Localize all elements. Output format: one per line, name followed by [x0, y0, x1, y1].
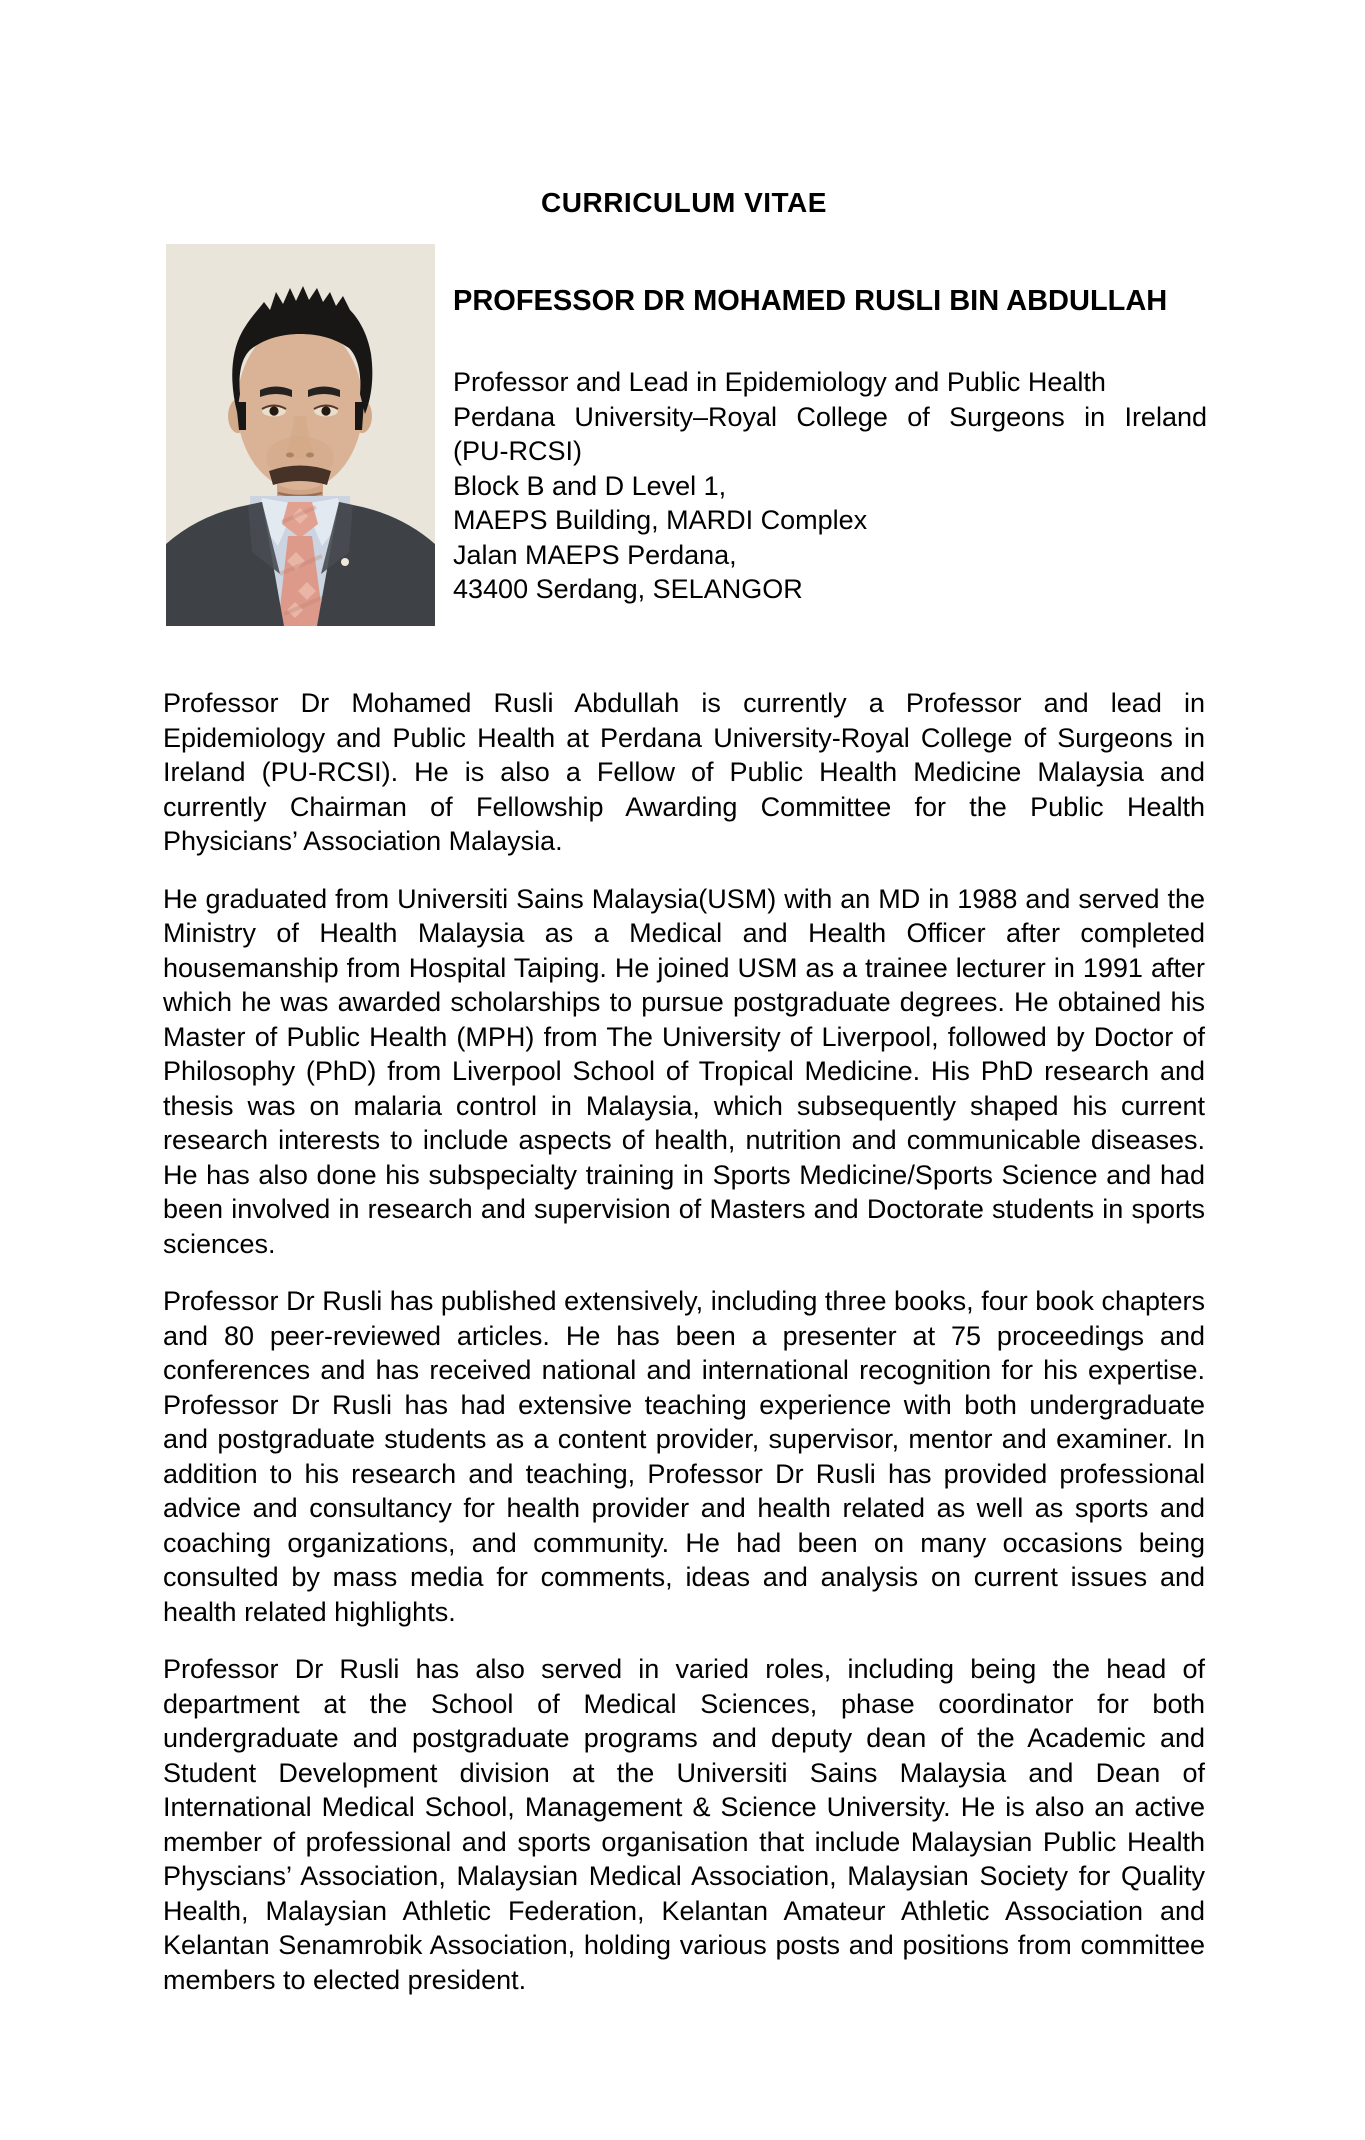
position-line: Professor and Lead in Epidemiology and Public Health [453, 367, 1106, 397]
face-shape [237, 322, 363, 490]
portrait-photo [166, 244, 435, 626]
person-name: PROFESSOR DR MOHAMED RUSLI BIN ABDULLAH [453, 285, 1168, 317]
bio-paragraph-4: Professor Dr Rusli has also served in varied roles, including being the head of department at the School of Medical Sciences, phase coordinator for both undergraduate and postgraduate programs and deputy dean of the Academic and Student Development division at the Universiti Sains Malaysia and Dean of International Medical School, Management & Science University. He is also an active member of professional and sports organisation that include Malaysian Public Health Physcians’ Association, Malaysian Medical Association, Malaysian Society for Quality Health, Malaysian Athletic Federation, Kelantan Amateur Athletic Association and Kelantan Senamrobik Association, holding various posts and positions from committee members to elected president. [163, 1654, 1205, 1995]
profile-header [166, 244, 1206, 626]
profile-info [453, 284, 1207, 607]
address-line-2: MAEPS Building, MARDI Complex [453, 505, 868, 535]
address-line-1: Block B and D Level 1, [453, 470, 727, 501]
contact-block [453, 365, 1207, 607]
bio-paragraph-2: He graduated from Universiti Sains Malaysia(USM) with an MD in 1988 and served the Ministry of Health Malaysia as a Medical and Health Officer after completed housemanship from Hospital Taiping. He joined USM as a trainee lecturer in 1991 after which he was awarded scholarships to pursue postgraduate degrees. He obtained his Master of Public Health (MPH) from The University of Liverpool, followed by Doctor of Philosophy (PhD) from Liverpool School of Tropical Medicine. His PhD research and thesis was on malaria control in Malaysia, which subsequently shaped his current research interests to include aspects of health, nutrition and communicable diseases. He has also done his subspecialty training in Sports Medicine/Sports Science and had been involved in research and supervision of Masters and Doctorate students in sports sciences. [163, 883, 1205, 1259]
biography-section [163, 686, 1205, 1997]
address-line-4: 43400 Serdang, SELANGOR [453, 574, 803, 604]
bio-paragraph-3: Professor Dr Rusli has published extensively, including three books, four book chapters and 80 peer-reviewed articles. He has been a presenter at 75 proceedings and conferences and has received national and international recognition for his expertise. Professor Dr Rusli has had extensive teaching experience with both undergraduate and postgraduate students as a content provider, supervisor, mentor and examiner. In addition to his research and teaching, Professor Dr Rusli has provided professional advice and consultancy for health provider and health related as well as sports and coaching organizations, and community. He had been on many occasions being consulted by mass media for comments, ideas and analysis on current issues and health related highlights. [163, 1286, 1205, 1627]
document-title: CURRICULUM VITAE [541, 187, 827, 218]
affiliation-abbr-line: (PU-RCSI) [453, 436, 582, 466]
bio-paragraph-1: Professor Dr Mohamed Rusli Abdullah is currently a Professor and lead in Epidemiology and Public Health at Perdana University-Royal College of Surgeons in Ireland (PU-RCSI). He is also a Fellow of Public Health Medicine Malaysia and currently Chairman of Fellowship Awarding Committee for the Public Health Physicians’ Association Malaysia. [163, 688, 1205, 856]
affiliation-line: Perdana University–Royal College of Surgeons in Ireland [453, 401, 1207, 432]
address-line-3: Jalan MAEPS Perdana, [453, 539, 737, 570]
